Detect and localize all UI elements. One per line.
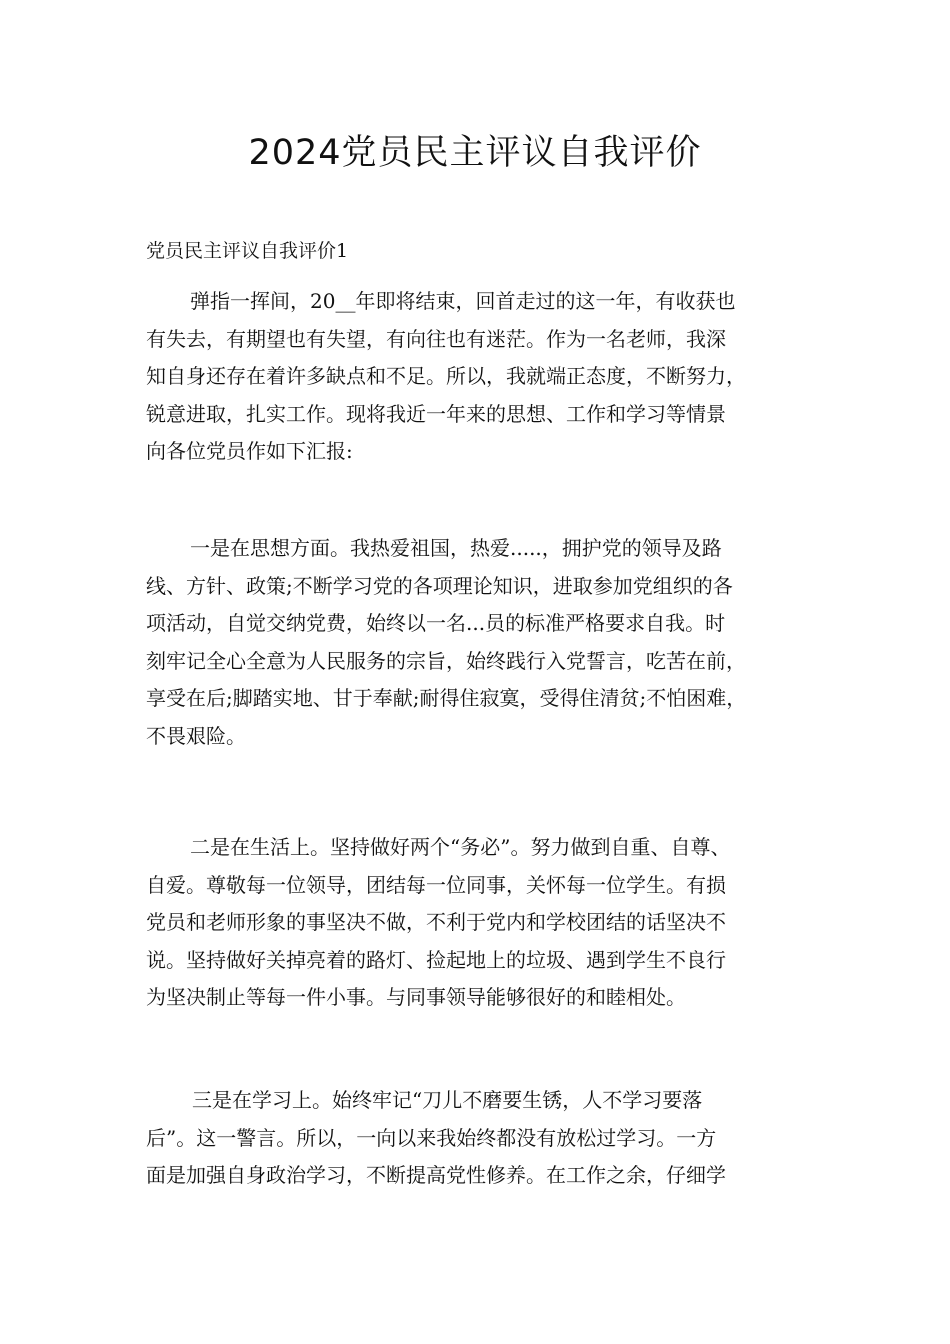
paragraph-line: 自爱。尊敬每一位领导，团结每一位同事，关怀每一位学生。有损 [146, 872, 726, 897]
paragraph-line: 项活动，自觉交纳党费，始终以一名...员的标准严格要求自我。时 [146, 611, 726, 635]
paragraph-line: 说。坚持做好关掉亮着的路灯、捡起地上的垃圾、遇到学生不良行 [146, 947, 726, 972]
paragraph-line: 线、方针、政策;不断学习党的各项理论知识，进取参加党组织的各 [146, 573, 733, 598]
paragraph-line: 为坚决制止等每一件小事。与同事领导能够很好的和睦相处。 [146, 985, 686, 1009]
paragraph-line: 向各位党员作如下汇报: [146, 439, 353, 463]
paragraph-1 [146, 283, 810, 471]
document-title: 2024党员民主评议自我评价 [248, 133, 702, 173]
paragraph-4 [146, 1082, 810, 1195]
paragraph-line: 不畏艰险。 [146, 723, 246, 748]
section-heading: 党员民主评议自我评价1 [146, 240, 349, 262]
paragraph-line: 一是在思想方面。我热爱祖国，热爱.....，拥护党的领导及路 [190, 536, 722, 560]
paragraph-line: 刻牢记全心全意为人民服务的宗旨，始终践行入党誓言，吃苦在前， [146, 648, 746, 673]
paragraph-line: 二是在生活上。坚持做好两个“务必”。努力做到自重、自尊、 [190, 835, 731, 859]
paragraph-line: 弹指一挥间，20__年即将结束，回首走过的这一年，有收获也 [190, 289, 736, 313]
paragraph-line: 知自身还存在着许多缺点和不足。所以，我就端正态度，不断努力， [146, 364, 746, 388]
paragraph-line: 享受在后;脚踏实地、甘于奉献;耐得住寂寞，受得住清贫;不怕困难， [146, 686, 747, 710]
paragraph-line: 面是加强自身政治学习，不断提高党性修养。在工作之余，仔细学 [146, 1163, 726, 1187]
paragraph-line: 三是在学习上。始终牢记“刀儿不磨要生锈，人不学习要落 [192, 1088, 703, 1112]
paragraph-line: 锐意进取，扎实工作。现将我近一年来的思想、工作和学习等情景 [146, 401, 726, 426]
paragraph-2 [146, 530, 810, 755]
paragraph-line: 后”。这一警言。所以，一向以来我始终都没有放松过学习。一方 [146, 1125, 717, 1150]
paragraph-line: 有失去，有期望也有失望，有向往也有迷茫。作为一名老师，我深 [146, 326, 726, 351]
paragraph-3 [146, 829, 810, 1017]
paragraph-line: 党员和老师形象的事坚决不做，不利于党内和学校团结的话坚决不 [146, 910, 726, 934]
